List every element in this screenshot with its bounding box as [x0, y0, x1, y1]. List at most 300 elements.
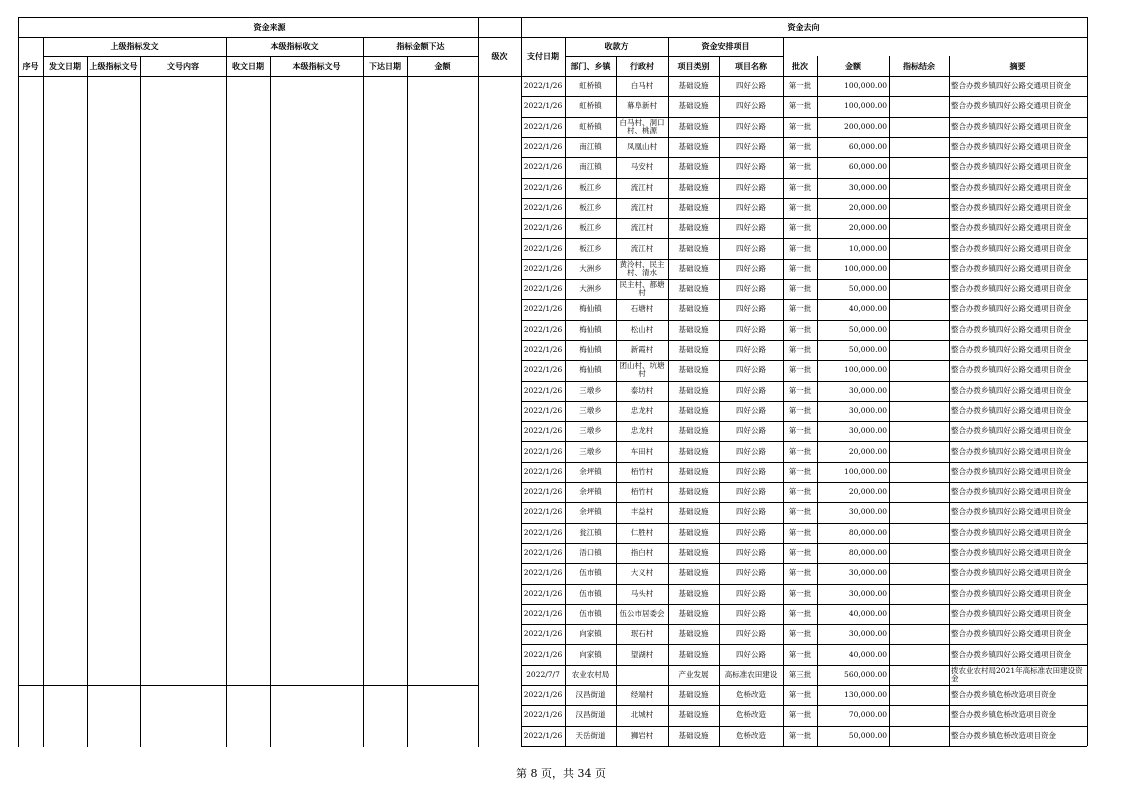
cell-amount: 30,000.00	[848, 629, 887, 639]
cell-amount: 20,000.00	[848, 223, 887, 233]
cell-village: 黄泠村、民主村、清水	[619, 259, 665, 277]
header-upper-doc-no: 上级指标文号	[89, 61, 138, 71]
cell-summary: 整合办拨乡镇四好公路交通项目资金	[951, 365, 1071, 375]
cell-village: 马安村	[630, 162, 654, 172]
grid-line	[521, 259, 1087, 260]
header-source: 资金来源	[253, 22, 286, 32]
cell-date: 2022/1/26	[523, 365, 563, 375]
cell-village: 白马村	[630, 81, 654, 91]
cell-summary: 整合办拨乡镇四好公路交通项目资金	[951, 446, 1071, 456]
cell-dept: 虹桥镇	[579, 101, 602, 111]
cell-amount: 40,000.00	[848, 608, 887, 618]
cell-type: 基础设施	[678, 426, 709, 436]
cell-batch: 第一批	[788, 588, 812, 598]
cell-name: 四好公路	[736, 81, 766, 91]
cell-date: 2022/1/26	[523, 345, 563, 355]
cell-name: 四好公路	[736, 507, 766, 517]
cell-batch: 第三批	[788, 669, 812, 679]
header-upper-issue: 上级指标发文	[110, 42, 159, 51]
cell-amount: 100,000.00	[844, 263, 887, 273]
grid-line	[521, 624, 1087, 625]
cell-type: 基础设施	[678, 527, 709, 537]
cell-amount: 100,000.00	[844, 101, 887, 111]
cell-village: 车田村	[630, 446, 654, 456]
cell-type: 基础设施	[678, 101, 709, 111]
cell-dept: 向家镇	[579, 629, 602, 639]
header-local-receive: 本级指标收文	[270, 42, 319, 51]
cell-summary: 整合办拨乡镇四好公路交通项目资金	[951, 284, 1071, 294]
cell-dept: 梅仙镇	[579, 345, 602, 355]
cell-batch: 第一批	[788, 649, 812, 659]
grid-line	[521, 238, 1087, 239]
cell-summary: 整合办拨乡镇四好公路交通项目资金	[951, 588, 1071, 598]
cell-name: 四好公路	[736, 385, 766, 395]
cell-type: 基础设施	[678, 446, 709, 456]
cell-dept: 南江镇	[579, 142, 602, 152]
cell-batch: 第一批	[788, 365, 812, 375]
cell-dept: 板江乡	[579, 243, 602, 253]
grid-line	[521, 644, 1087, 645]
grid-line	[521, 279, 1087, 280]
cell-name: 四好公路	[736, 548, 766, 558]
cell-type: 基础设施	[678, 304, 709, 314]
cell-dept: 汉昌街道	[575, 710, 606, 720]
grid-line	[668, 37, 669, 746]
cell-name: 四好公路	[736, 426, 766, 436]
cell-date: 2022/1/26	[523, 162, 563, 172]
cell-village: 流江村	[630, 223, 654, 233]
grid-line	[521, 381, 1087, 382]
cell-summary: 整合办拨乡镇四好公路交通项目资金	[951, 324, 1071, 334]
cell-date: 2022/1/26	[523, 527, 563, 537]
cell-amount: 30,000.00	[848, 426, 887, 436]
cell-amount: 30,000.00	[848, 568, 887, 578]
cell-type: 基础设施	[678, 243, 709, 253]
grid-line	[521, 96, 1087, 97]
grid-line	[521, 523, 1087, 524]
cell-summary: 整合办拨乡镇四好公路交通项目资金	[951, 426, 1071, 436]
cell-dept: 三墩乡	[579, 385, 602, 395]
cell-summary: 整合办拨乡镇四好公路交通项目资金	[951, 121, 1071, 131]
header-batch: 批次	[792, 61, 808, 71]
cell-date: 2022/1/26	[523, 466, 563, 476]
cell-batch: 第一批	[788, 446, 812, 456]
cell-dept: 虹桥镇	[579, 121, 602, 131]
grid-line	[87, 56, 88, 747]
cell-name: 四好公路	[736, 263, 766, 273]
cell-type: 基础设施	[678, 608, 709, 618]
cell-name: 四好公路	[736, 142, 766, 152]
grid-line	[521, 482, 1087, 483]
cell-batch: 第一批	[788, 629, 812, 639]
cell-type: 基础设施	[678, 487, 709, 497]
cell-dept: 三墩乡	[579, 426, 602, 436]
cell-dept: 三墩乡	[579, 405, 602, 415]
cell-batch: 第一批	[788, 142, 812, 152]
cell-amount: 80,000.00	[848, 548, 887, 558]
cell-village: 石塘村	[630, 304, 654, 314]
cell-batch: 第一批	[788, 162, 812, 172]
cell-amount: 50,000.00	[848, 324, 887, 334]
cell-amount: 50,000.00	[848, 284, 887, 294]
cell-date: 2022/1/26	[523, 223, 563, 233]
cell-dept: 汉昌街道	[575, 690, 606, 700]
cell-name: 四好公路	[736, 568, 766, 578]
cell-summary: 整合办拨乡镇四好公路交通项目资金	[951, 568, 1071, 578]
cell-dept: 大洲乡	[579, 284, 602, 294]
cell-village: 新霞村	[630, 345, 654, 355]
grid-line	[521, 462, 1087, 463]
grid-line	[43, 37, 44, 747]
cell-date: 2022/1/26	[523, 730, 563, 740]
cell-dept: 南江镇	[579, 162, 602, 172]
cell-village	[616, 665, 668, 685]
cell-village: 马头村	[630, 588, 654, 598]
cell-village: 忠龙村	[630, 426, 654, 436]
cell-batch: 第一批	[788, 487, 812, 497]
cell-village: 流江村	[630, 202, 654, 212]
grid-line	[18, 76, 1087, 77]
cell-date: 2022/1/26	[523, 243, 563, 253]
cell-name: 四好公路	[736, 487, 766, 497]
grid-line	[521, 360, 1087, 361]
cell-date: 2022/1/26	[523, 101, 563, 111]
cell-batch: 第一批	[788, 608, 812, 618]
cell-village: 北城村	[630, 710, 654, 720]
grid-line	[521, 157, 1087, 158]
cell-dept: 伍市镇	[579, 588, 602, 598]
cell-dept: 余坪镇	[579, 466, 602, 476]
cell-type: 基础设施	[678, 385, 709, 395]
cell-name: 危桥改造	[736, 710, 766, 720]
grid-line	[565, 37, 566, 746]
cell-date: 2022/1/26	[523, 588, 563, 598]
cell-amount: 10,000.00	[848, 243, 887, 253]
header-pay-date: 支付日期	[527, 52, 559, 61]
cell-batch: 第一批	[788, 284, 812, 294]
grid-line	[407, 56, 408, 747]
cell-batch: 第一批	[788, 81, 812, 91]
cell-village: 团山村、坑塘村	[619, 361, 665, 379]
grid-line	[521, 563, 1087, 564]
grid-line	[18, 685, 478, 686]
cell-date: 2022/1/26	[523, 324, 563, 334]
cell-summary: 整合办拨乡镇四好公路交通项目资金	[951, 527, 1071, 537]
cell-date: 2022/1/26	[523, 608, 563, 618]
cell-amount: 60,000.00	[848, 162, 887, 172]
grid-line	[783, 37, 784, 746]
grid-line	[521, 320, 1087, 321]
page-footer: 第 8 页，共 34 页	[516, 767, 606, 780]
cell-summary: 整合办拨乡镇四好公路交通项目资金	[951, 304, 1071, 314]
header-doc-content: 文号内容	[167, 61, 199, 71]
cell-name: 四好公路	[736, 527, 766, 537]
cell-batch: 第一批	[788, 405, 812, 415]
cell-type: 基础设施	[678, 284, 709, 294]
grid-line	[521, 401, 1087, 402]
cell-name: 四好公路	[736, 446, 766, 456]
cell-date: 2022/1/26	[523, 629, 563, 639]
cell-date: 2022/1/26	[523, 182, 563, 192]
cell-summary: 整合办拨乡镇四好公路交通项目资金	[951, 81, 1071, 91]
cell-amount: 30,000.00	[848, 405, 887, 415]
cell-name: 四好公路	[736, 345, 766, 355]
grid-line	[521, 502, 1087, 503]
cell-summary: 整合办拨乡镇四好公路交通项目资金	[951, 548, 1071, 558]
grid-line	[521, 117, 1087, 118]
cell-village: 经端村	[630, 690, 654, 700]
cell-name: 四好公路	[736, 405, 766, 415]
cell-type: 基础设施	[678, 202, 709, 212]
cell-type: 基础设施	[678, 365, 709, 375]
cell-type: 基础设施	[678, 223, 709, 233]
cell-type: 基础设施	[678, 182, 709, 192]
cell-name: 四好公路	[736, 101, 766, 111]
cell-village: 白马村、洞口村、桃源	[619, 117, 665, 135]
cell-type: 基础设施	[678, 324, 709, 334]
cell-amount: 560,000.00	[844, 669, 887, 679]
cell-summary: 整合办拨乡镇四好公路交通项目资金	[951, 345, 1071, 355]
cell-summary: 整合办拨乡镇四好公路交通项目资金	[951, 142, 1071, 152]
cell-name: 高标准农田建设	[724, 669, 778, 679]
header-amount-issue: 指标金额下达	[396, 42, 445, 51]
cell-amount: 60,000.00	[848, 142, 887, 152]
grid-line	[521, 198, 1087, 199]
cell-summary: 整合办拨乡镇危桥改造项目资金	[951, 730, 1056, 740]
cell-dept: 大洲乡	[579, 263, 602, 273]
cell-summary: 整合办拨乡镇四好公路交通项目资金	[951, 223, 1071, 233]
cell-dept: 梅仙镇	[579, 304, 602, 314]
cell-amount: 30,000.00	[848, 385, 887, 395]
cell-batch: 第一批	[788, 121, 812, 131]
header-local-doc-no: 本级指标文号	[292, 61, 341, 71]
cell-type: 基础设施	[678, 142, 709, 152]
cell-date: 2022/1/26	[523, 487, 563, 497]
grid-line	[363, 37, 364, 747]
cell-batch: 第一批	[788, 101, 812, 111]
grid-line	[521, 604, 1087, 605]
grid-line	[521, 441, 1087, 442]
header-pay-amount: 金额	[845, 61, 861, 71]
grid-line	[521, 726, 1087, 727]
cell-date: 2022/1/26	[523, 81, 563, 91]
cell-summary: 整合办拨乡镇四好公路交通项目资金	[951, 608, 1071, 618]
cell-type: 基础设施	[678, 629, 709, 639]
header-proj-name: 项目名称	[735, 61, 767, 71]
cell-type: 基础设施	[678, 730, 709, 740]
cell-batch: 第一批	[788, 527, 812, 537]
cell-type: 基础设施	[678, 466, 709, 476]
cell-summary: 整合办拨乡镇四好公路交通项目资金	[951, 243, 1071, 253]
grid-line	[521, 705, 1087, 706]
header-issue-date: 发文日期	[49, 61, 81, 71]
cell-type: 基础设施	[678, 263, 709, 273]
cell-batch: 第一批	[788, 223, 812, 233]
cell-date: 2022/1/26	[523, 446, 563, 456]
cell-amount: 100,000.00	[844, 466, 887, 476]
cell-batch: 第一批	[788, 345, 812, 355]
cell-name: 四好公路	[736, 629, 766, 639]
cell-batch: 第一批	[788, 243, 812, 253]
grid-line	[521, 421, 1087, 422]
cell-name: 四好公路	[736, 304, 766, 314]
cell-dept: 虹桥镇	[579, 81, 602, 91]
header-summary: 摘要	[1009, 61, 1026, 71]
cell-village: 栢竹村	[630, 466, 654, 476]
cell-dept: 伍市镇	[579, 568, 602, 578]
cell-batch: 第一批	[788, 202, 812, 212]
cell-name: 四好公路	[736, 121, 766, 131]
cell-dept: 余坪镇	[579, 507, 602, 517]
grid-line	[521, 178, 1087, 179]
cell-batch: 第一批	[788, 507, 812, 517]
cell-name: 四好公路	[736, 182, 766, 192]
cell-summary: 整合办拨乡镇四好公路交通项目资金	[951, 487, 1071, 497]
cell-name: 四好公路	[736, 466, 766, 476]
cell-amount: 20,000.00	[848, 487, 887, 497]
cell-name: 危桥改造	[736, 730, 766, 740]
cell-type: 基础设施	[678, 649, 709, 659]
cell-dept: 农业农村局	[571, 669, 610, 679]
cell-village: 幕阜新村	[627, 101, 657, 111]
cell-type: 基础设施	[678, 81, 709, 91]
cell-amount: 70,000.00	[848, 710, 887, 720]
cell-date: 2022/7/7	[526, 669, 560, 679]
cell-type: 基础设施	[678, 710, 709, 720]
cell-type: 基础设施	[678, 568, 709, 578]
cell-amount: 40,000.00	[848, 304, 887, 314]
cell-date: 2022/1/26	[523, 121, 563, 131]
cell-name: 四好公路	[736, 324, 766, 334]
cell-type: 基础设施	[678, 345, 709, 355]
cell-summary: 拨农业农村局2021年高标准农田建设资金	[951, 665, 1083, 683]
cell-type: 基础设施	[678, 588, 709, 598]
cell-date: 2022/1/26	[523, 202, 563, 212]
header-payee: 收款方	[604, 42, 629, 51]
cell-date: 2022/1/26	[523, 263, 563, 273]
cell-name: 危桥改造	[736, 690, 766, 700]
header-dept: 部门、乡镇	[570, 61, 611, 71]
grid-line	[521, 137, 1087, 138]
cell-village: 松山村	[630, 324, 654, 334]
grid-line	[140, 56, 141, 747]
cell-amount: 100,000.00	[844, 365, 887, 375]
grid-line	[521, 584, 1087, 585]
cell-date: 2022/1/26	[523, 690, 563, 700]
cell-summary: 整合办拨乡镇四好公路交通项目资金	[951, 649, 1071, 659]
cell-batch: 第一批	[788, 304, 812, 314]
cell-dept: 余坪镇	[579, 487, 602, 497]
cell-name: 四好公路	[736, 608, 766, 618]
cell-date: 2022/1/26	[523, 142, 563, 152]
cell-dept: 三墩乡	[579, 446, 602, 456]
grid-line	[43, 56, 478, 57]
grid-line	[478, 17, 479, 747]
cell-date: 2022/1/26	[523, 710, 563, 720]
cell-amount: 50,000.00	[848, 345, 887, 355]
cell-type: 基础设施	[678, 121, 709, 131]
cell-type: 基础设施	[678, 162, 709, 172]
cell-date: 2022/1/26	[523, 385, 563, 395]
header-seq: 序号	[22, 61, 39, 71]
cell-batch: 第一批	[788, 426, 812, 436]
cell-date: 2022/1/26	[523, 548, 563, 558]
cell-batch: 第一批	[788, 548, 812, 558]
cell-batch: 第一批	[788, 324, 812, 334]
cell-summary: 整合办拨乡镇四好公路交通项目资金	[951, 405, 1071, 415]
cell-dept: 梅仙镇	[579, 324, 602, 334]
cell-village: 伍公市居委会	[619, 608, 665, 618]
cell-date: 2022/1/26	[523, 649, 563, 659]
cell-summary: 整合办拨乡镇危桥改造项目资金	[951, 710, 1056, 720]
cell-village: 泰坊村	[630, 385, 654, 395]
cell-summary: 整合办拨乡镇危桥改造项目资金	[951, 690, 1056, 700]
cell-village: 指白村	[630, 548, 654, 558]
grid-line	[521, 218, 1087, 219]
cell-dept: 浯口镇	[579, 548, 602, 558]
header-balance: 指标结余	[903, 61, 935, 71]
cell-amount: 30,000.00	[848, 507, 887, 517]
cell-type: 基础设施	[678, 507, 709, 517]
cell-batch: 第一批	[788, 466, 812, 476]
cell-amount: 30,000.00	[848, 182, 887, 192]
grid-line	[565, 56, 783, 57]
grid-line	[521, 543, 1087, 544]
cell-summary: 整合办拨乡镇四好公路交通项目资金	[951, 629, 1071, 639]
cell-summary: 整合办拨乡镇四好公路交通项目资金	[951, 182, 1071, 192]
cell-dept: 板江乡	[579, 182, 602, 192]
cell-type: 基础设施	[678, 690, 709, 700]
cell-village: 凤凰山村	[627, 142, 657, 152]
grid-line	[18, 37, 1087, 38]
cell-name: 四好公路	[736, 223, 766, 233]
cell-batch: 第一批	[788, 385, 812, 395]
cell-type: 基础设施	[678, 548, 709, 558]
cell-name: 四好公路	[736, 162, 766, 172]
cell-type: 基础设施	[678, 405, 709, 415]
cell-village: 望湖村	[630, 649, 654, 659]
cell-dept: 梅仙镇	[579, 365, 602, 375]
cell-dept: 瓮江镇	[579, 527, 602, 537]
cell-village: 丰益村	[630, 507, 654, 517]
header-destination: 资金去向	[787, 22, 820, 32]
header-receive-date: 收文日期	[232, 61, 264, 71]
cell-name: 四好公路	[736, 243, 766, 253]
cell-amount: 20,000.00	[848, 446, 887, 456]
cell-village: 忠龙村	[630, 405, 654, 415]
cell-summary: 整合办拨乡镇四好公路交通项目资金	[951, 466, 1071, 476]
cell-village: 民主村、都塘村	[619, 280, 665, 298]
cell-name: 四好公路	[736, 202, 766, 212]
grid-line	[521, 340, 1087, 341]
header-proj-type: 项目类别	[677, 61, 710, 71]
header-project: 资金安排项目	[701, 42, 750, 51]
cell-amount: 100,000.00	[844, 81, 887, 91]
cell-date: 2022/1/26	[523, 304, 563, 314]
cell-date: 2022/1/26	[523, 284, 563, 294]
grid-line	[270, 56, 271, 747]
grid-line	[1087, 17, 1088, 746]
cell-village: 狮岩村	[630, 730, 654, 740]
cell-village: 栢竹村	[630, 487, 654, 497]
cell-name: 四好公路	[736, 365, 766, 375]
cell-village: 流江村	[630, 182, 654, 192]
cell-summary: 整合办拨乡镇四好公路交通项目资金	[951, 162, 1071, 172]
grid-line	[521, 299, 1087, 300]
header-down-date: 下达日期	[369, 61, 401, 71]
grid-line	[521, 685, 1087, 686]
cell-batch: 第一批	[788, 568, 812, 578]
